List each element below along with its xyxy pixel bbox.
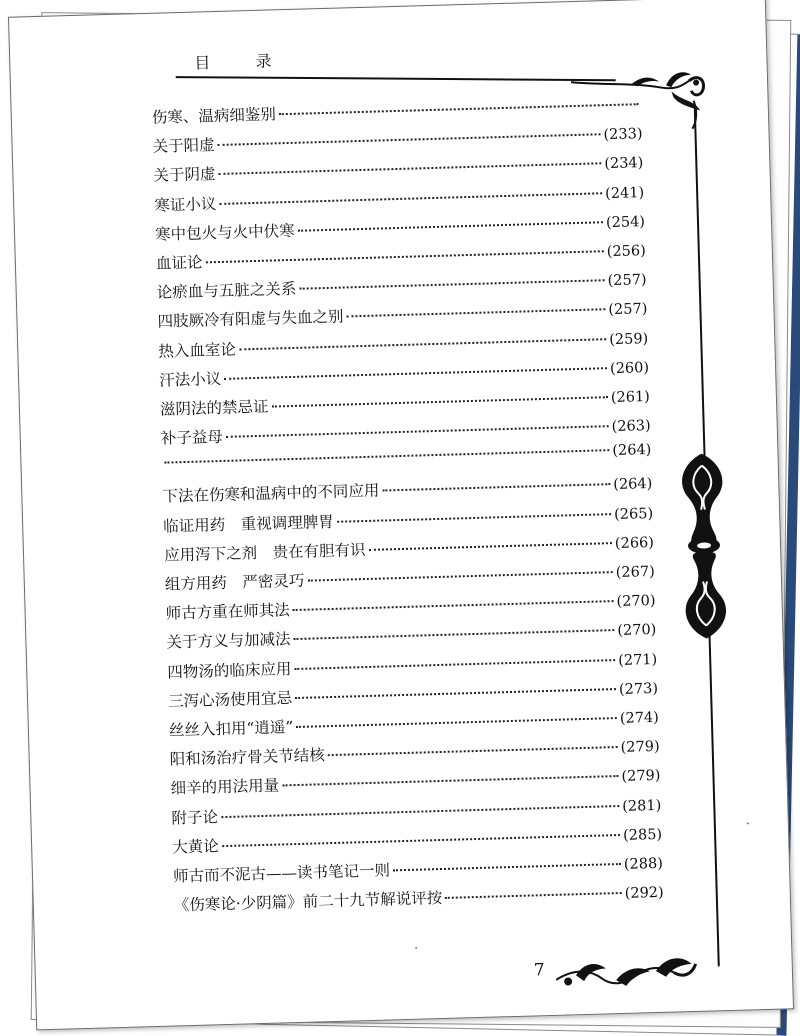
- toc-entry-page: (234): [604, 155, 644, 173]
- toc-list: [152, 92, 665, 923]
- toc-entry-page: (260): [609, 359, 650, 377]
- toc-entry-page: (257): [607, 272, 647, 290]
- toc-entry-page: (279): [620, 738, 660, 757]
- toc-entry-title: 热入血室论: [158, 340, 237, 361]
- dot-leader: [294, 659, 615, 670]
- toc-entry-page: (265): [613, 505, 654, 523]
- toc-entry-page: (279): [621, 768, 661, 786]
- dot-leader: [307, 571, 612, 582]
- dot-leader: [221, 805, 619, 818]
- toc-entry-title: 细辛的用法用量: [170, 776, 280, 798]
- toc-entry-page: (233): [603, 126, 643, 144]
- toc-entry-page: (285): [622, 826, 663, 844]
- toc-entry-page: (263): [611, 418, 651, 436]
- toc-page: [8, 0, 794, 1030]
- paper-speck: [415, 947, 417, 949]
- dot-leader: [382, 484, 610, 492]
- toc-entry-title: 关于方义与加减法: [166, 630, 291, 652]
- toc-entry-title: 关于阴虚: [153, 165, 216, 186]
- dot-leader: [218, 133, 601, 146]
- page-header-title: 目 录: [194, 50, 292, 73]
- page-number: 7: [533, 960, 545, 981]
- dot-leader: [393, 863, 621, 871]
- toc-entry-title: 关于阳虚: [152, 136, 215, 156]
- dot-leader: [369, 542, 612, 551]
- toc-entry-title: 师古方重在师其法: [165, 601, 290, 623]
- dot-leader: [279, 103, 639, 115]
- toc-entry-title: 三泻心汤使用宜忌: [167, 688, 293, 711]
- toc-entry-title: 应用泻下之剂 贵在有胆有识: [163, 540, 366, 565]
- paper-speck: [747, 822, 749, 824]
- toc-entry-page: (281): [622, 797, 662, 815]
- toc-entry-page: (261): [610, 388, 651, 406]
- dot-leader: [224, 367, 607, 380]
- toc-entry-title: 滋阴法的禁忌证: [159, 397, 269, 419]
- toc-entry-page: (267): [615, 563, 655, 582]
- toc-entry-page: (264): [612, 442, 652, 460]
- toc-entry-page: (270): [617, 622, 657, 640]
- toc-entry-title: 附子论: [171, 807, 219, 828]
- toc-entry-title: 师古而不泥古——读书笔记一则: [172, 861, 391, 886]
- toc-entry-page: (256): [606, 243, 647, 261]
- toc-entry-title: 论瘀血与五脏之关系: [156, 279, 297, 302]
- toc-entry-page: (273): [618, 680, 659, 698]
- toc-entry-page: (292): [624, 884, 664, 902]
- toc-entry-page: (288): [623, 855, 664, 873]
- toc-entry-title: 伤寒、温病细鉴别: [151, 105, 277, 127]
- side-ornament-icon: [661, 452, 746, 639]
- dot-leader: [299, 279, 604, 290]
- toc-entry-page: (271): [617, 651, 658, 669]
- toc-entry-title: 临证用药 重视调理脾胃: [163, 512, 334, 536]
- dot-leader: [282, 775, 618, 786]
- toc-entry-title: 寒中包火与火中伏寒: [154, 221, 295, 244]
- dot-leader: [239, 338, 606, 350]
- toc-entry-title: 寒证小议: [154, 194, 217, 215]
- toc-entry-page: (257): [608, 301, 648, 319]
- toc-entry-title: 大黄论: [171, 836, 219, 857]
- dot-leader: [205, 250, 603, 263]
- dot-leader: [328, 746, 618, 756]
- dot-leader: [222, 834, 620, 847]
- dot-leader: [219, 192, 602, 205]
- toc-entry-title: 丝丝入扣用“逍遥”: [168, 718, 294, 740]
- dot-leader: [293, 629, 614, 640]
- toc-entry-page: (274): [619, 709, 660, 727]
- toc-entry-page: (241): [604, 184, 645, 202]
- toc-entry-title: 四肢厥冷有阳虚与失血之别: [157, 307, 344, 332]
- dot-leader: [346, 309, 605, 318]
- dot-leader: [226, 425, 609, 438]
- toc-entry-page: (264): [613, 476, 653, 494]
- dot-leader: [298, 221, 603, 232]
- toc-entry-title: 下法在伤寒和温病中的不同应用: [162, 482, 380, 507]
- toc-entry-title: 汗法小议: [158, 369, 222, 390]
- dot-leader: [296, 717, 617, 728]
- toc-entry-title: 四物汤的临床应用: [167, 659, 292, 682]
- dot-leader: [445, 892, 622, 899]
- toc-entry-title: 阳和汤治疗骨关节结核: [169, 746, 326, 769]
- dot-leader: [218, 163, 601, 176]
- toc-entry-page: (270): [616, 593, 656, 611]
- bottom-ornament-icon: [555, 944, 706, 998]
- toc-entry-title: 《伤寒论·少阴篇》前二十九节解说评按: [173, 889, 443, 915]
- dot-leader: [337, 513, 611, 523]
- dot-leader: [271, 396, 607, 407]
- dot-leader: [295, 688, 616, 699]
- header-rule: [176, 76, 616, 81]
- toc-entry-title: 补子益母: [160, 428, 224, 448]
- toc-entry-title: 组方用药 严密灵巧: [164, 571, 305, 594]
- toc-entry-page: (266): [614, 534, 655, 552]
- toc-entry-page: (259): [609, 330, 649, 348]
- toc-entry-title: 血证论: [155, 253, 203, 273]
- dot-leader: [293, 600, 614, 611]
- toc-entry-page: (254): [605, 213, 646, 231]
